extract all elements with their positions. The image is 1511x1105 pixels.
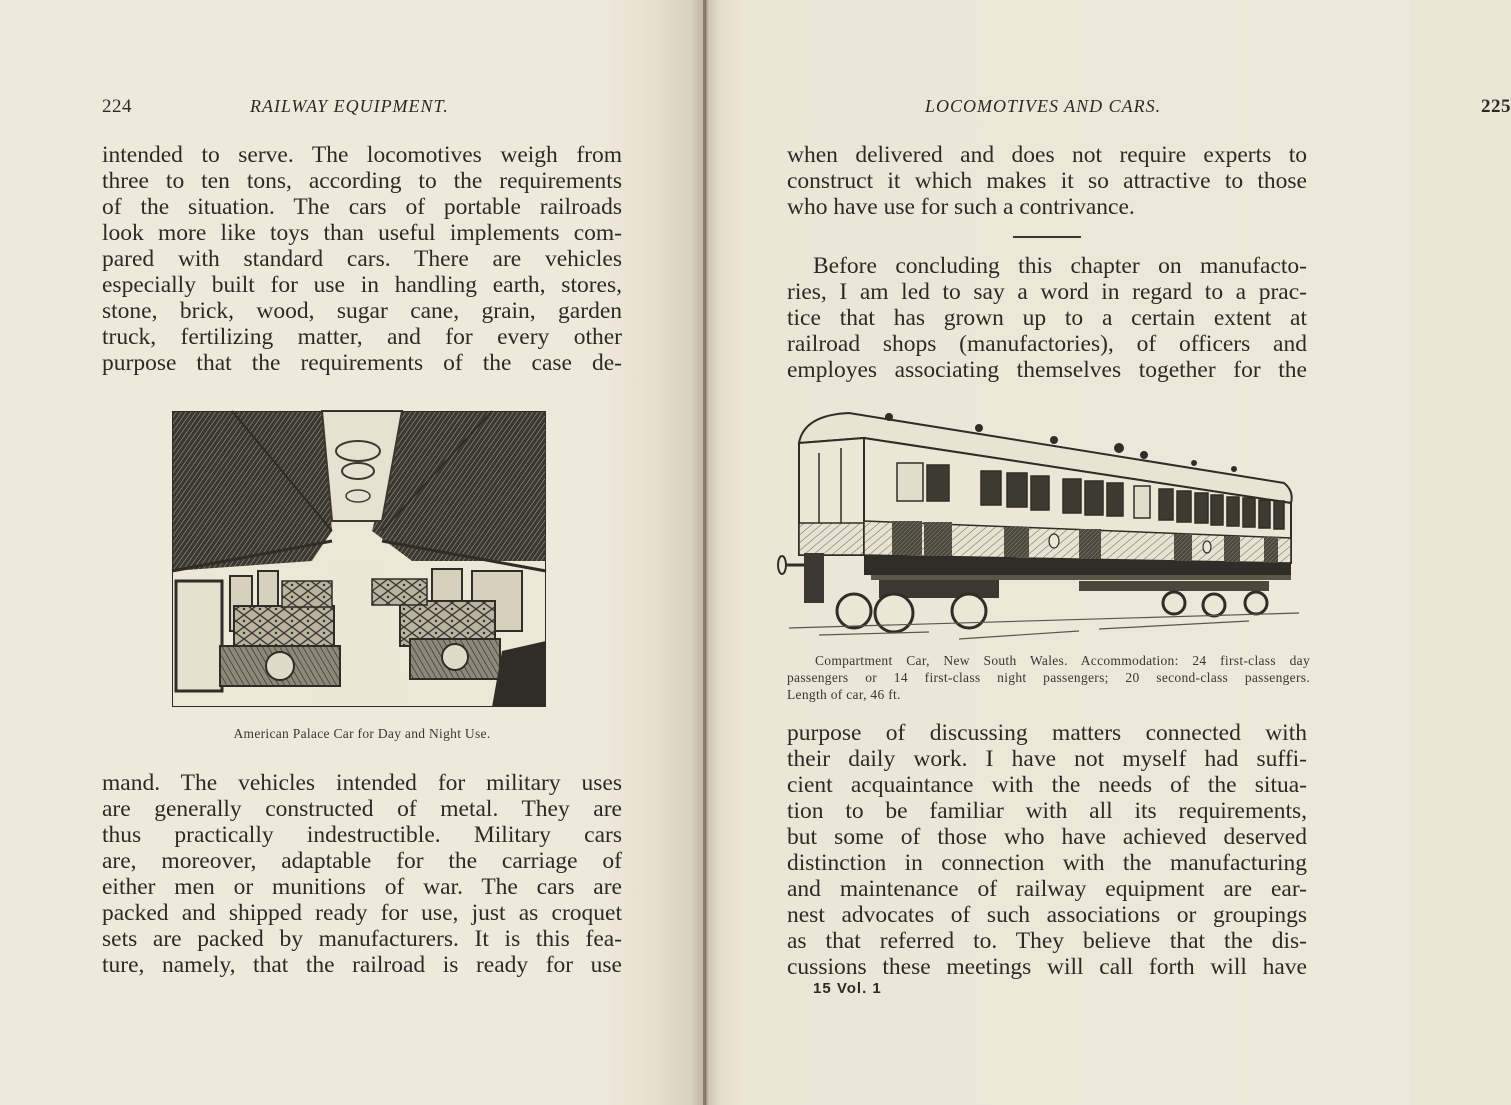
right-page-number: 225 (1481, 96, 1511, 117)
text-line: stone, brick, wood, sugar cane, grain, garden (102, 298, 622, 324)
text-line: Before concluding this chapter on manufacto- (813, 253, 1307, 279)
right-paragraph-bottom (787, 720, 1307, 980)
compartment-car-caption (787, 652, 1310, 703)
text-line: ture, namely, that the railroad is ready for use (102, 952, 622, 978)
text-line: distinction in connection with the manufacturing (787, 850, 1307, 876)
right-page (705, 0, 1511, 1105)
compartment-car-illustration (779, 403, 1309, 643)
text-line: nest advocates of such associations or groupings (787, 902, 1307, 928)
text-line: pared with standard cars. There are vehicles (102, 246, 622, 272)
text-line: either men or munitions of war. The cars are (102, 874, 622, 900)
text-line: mand. The vehicles intended for military uses (102, 770, 622, 796)
text-line: sets are packed by manufacturers. It is this fea- (102, 926, 622, 952)
text-line: cussions these meetings will call forth will have (787, 954, 1307, 980)
text-line: as that referred to. They believe that the dis- (787, 928, 1307, 954)
text-line: construct it which makes it so attractive to those (787, 168, 1307, 194)
text-line: thus practically indestructible. Military cars (102, 822, 622, 848)
text-line: but some of those who have achieved deserved (787, 824, 1307, 850)
right-paragraph-middle (787, 253, 1307, 383)
text-line: are generally constructed of metal. They are (102, 796, 622, 822)
text-line: cient acquaintance with the needs of the situa- (787, 772, 1307, 798)
left-section-title: RAILWAY EQUIPMENT. (250, 96, 449, 116)
right-section-title: LOCOMOTIVES AND CARS. (925, 96, 1162, 116)
section-divider-rule (1013, 236, 1081, 238)
left-paragraph-top (102, 142, 622, 376)
text-line: tice that has grown up to a certain extent at (787, 305, 1307, 331)
text-line: truck, fertilizing matter, and for every other (102, 324, 622, 350)
text-line: especially built for use in handling earth, stores, (102, 272, 622, 298)
palace-car-interior-image (172, 411, 546, 707)
left-paragraph-bottom (102, 770, 622, 978)
caption-line: passengers or 14 first-class night passengers; 20 second-class passengers. (787, 670, 1310, 685)
book-gutter (703, 0, 706, 1105)
text-line: purpose that the requirements of the case de- (102, 350, 622, 376)
text-line: are, moreover, adaptable for the carriage of (102, 848, 622, 874)
text-line: employes associating themselves together for the (787, 357, 1307, 383)
right-paragraph-top (787, 142, 1307, 220)
text-line: ries, I am led to say a word in regard to a prac- (787, 279, 1307, 305)
text-line: their daily work. I have not myself had suffi- (787, 746, 1307, 772)
signature-mark: 15 Vol. 1 (813, 980, 882, 997)
text-line: three to ten tons, according to the requirements (102, 168, 622, 194)
left-running-head (102, 96, 622, 118)
text-line: and maintenance of railway equipment are ear- (787, 876, 1307, 902)
compartment-car-image (779, 403, 1309, 643)
text-line: intended to serve. The locomotives weigh from (102, 142, 622, 168)
caption-line: Length of car, 46 ft. (787, 687, 901, 702)
palace-car-illustration (172, 411, 546, 707)
palace-car-caption: American Palace Car for Day and Night Use. (233, 726, 491, 741)
text-line: who have use for such a contrivance. (787, 194, 1135, 220)
text-line: packed and shipped ready for use, just as croquet (102, 900, 622, 926)
left-page-number: 224 (102, 96, 132, 117)
text-line: tion to be familiar with all its requirements, (787, 798, 1307, 824)
text-line: purpose of discussing matters connected with (787, 720, 1307, 746)
text-line: railroad shops (manufactories), of officers and (787, 331, 1307, 357)
text-line: look more like toys than useful implements com- (102, 220, 622, 246)
caption-line: Compartment Car, New South Wales. Accommodation: 24 first-class day (815, 653, 1310, 668)
left-page (0, 0, 705, 1105)
text-line: of the situation. The cars of portable railroads (102, 194, 622, 220)
right-running-head (925, 96, 1511, 118)
text-line: when delivered and does not require experts to (787, 142, 1307, 168)
